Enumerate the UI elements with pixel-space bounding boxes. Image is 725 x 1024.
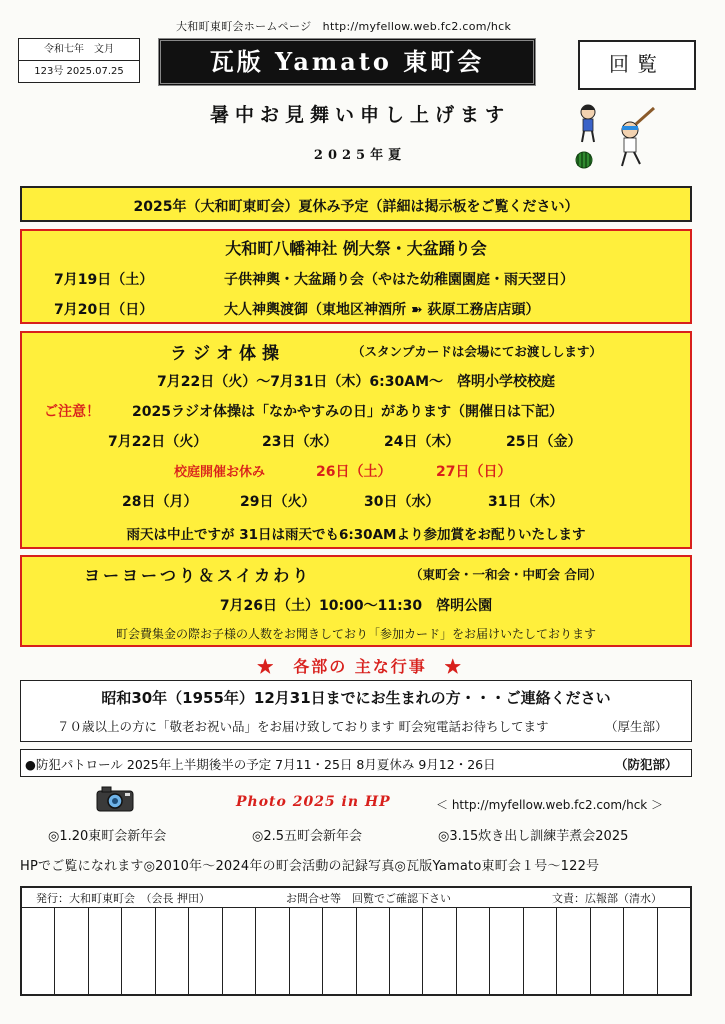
radio-title: ラジオ体操	[170, 344, 285, 364]
yoyo-note: 町会費集金の際お子様の人数をお聞きしており「参加カード」をお届けいたしております	[115, 627, 596, 641]
stamp-cell[interactable]	[189, 907, 222, 994]
radio-day: 30日（水）	[364, 494, 440, 510]
greeting-title: 暑中お見舞い申し上げます	[209, 104, 510, 126]
radio-rain-note: 雨天は中止ですが 31日は雨天でも6:30AMより参加賞をお配りいたします	[126, 527, 586, 543]
newsletter-logo: 瓦版 Yamato 東町会	[158, 38, 536, 86]
season-label: 2025年夏	[313, 148, 407, 163]
watermelon-splitting-illustration-icon	[570, 94, 660, 176]
yoyo-title: ヨーヨーつり＆スイカわり	[84, 566, 312, 585]
stamp-cell[interactable]	[390, 907, 423, 994]
stamp-cell[interactable]	[557, 907, 590, 994]
footer-header	[22, 888, 690, 908]
stamp-cell[interactable]	[323, 907, 356, 994]
radio-day: 23日（水）	[262, 434, 338, 450]
photo-item: ◎3.15炊き出し訓練芋煮会2025	[438, 829, 629, 844]
break-label: 校庭開催お休み	[174, 465, 266, 480]
patrol-dept: （防犯部）	[615, 757, 678, 772]
stamp-cell[interactable]	[423, 907, 456, 994]
patrol-notice-box	[20, 749, 692, 777]
photo-url[interactable]: ＜ http://myfellow.web.fc2.com/hck ＞	[436, 798, 664, 812]
photo-label: Photo 2025 in HP	[236, 794, 391, 810]
stamp-cell[interactable]	[591, 907, 624, 994]
photo-archive: HPでご覧になれます◎2010年〜2024年の町会活動の記録写真◎瓦版Yamato東町会１号〜122号	[20, 859, 600, 874]
festival-box	[20, 229, 692, 324]
stamp-cell[interactable]	[624, 907, 657, 994]
stamp-cell[interactable]	[22, 907, 55, 994]
issue-number: 123号 2025.07.25	[19, 60, 139, 82]
stamp-cell[interactable]	[156, 907, 189, 994]
camera-icon	[96, 786, 134, 812]
yoyo-date: 7月26日（土）10:00〜11:30 啓明公園	[219, 598, 493, 614]
caution-text: 2025ラジオ体操は「なかやすみの日」があります（開催日は下記）	[132, 404, 563, 420]
publisher: 発行：大和町東町会 （会長 押田）	[36, 892, 210, 905]
radio-day: 31日（木）	[488, 494, 564, 510]
radio-day: 7月22日（火）	[108, 434, 208, 450]
kairan-badge: 回覧	[578, 40, 696, 90]
radio-exercise-box	[20, 331, 692, 549]
stamp-cell[interactable]	[658, 907, 690, 994]
stamp-cell[interactable]	[89, 907, 122, 994]
vacation-notice-box	[20, 186, 692, 222]
stamp-cell[interactable]	[357, 907, 390, 994]
festival-detail: 子供神輿・大盆踊り会（やはた幼稚園園庭・雨天翌日）	[224, 272, 574, 288]
stamp-cell[interactable]	[55, 907, 88, 994]
radio-period: 7月22日（火）〜7月31日（木）6:30AM〜 啓明小学校校庭	[156, 374, 556, 390]
stamp-cell[interactable]	[256, 907, 289, 994]
stamp-cell[interactable]	[457, 907, 490, 994]
festival-date: 7月19日（土）	[54, 272, 154, 288]
contact: お問合せ等 回覧でご確認下さい	[286, 892, 451, 905]
stamp-cells	[22, 907, 690, 994]
radio-day: 25日（金）	[506, 434, 582, 450]
events-heading: ★ 各部の 主な行事 ★	[257, 657, 463, 676]
radio-day: 24日（木）	[384, 434, 460, 450]
issue-info-box	[18, 38, 140, 83]
break-day: 27日（日）	[436, 464, 512, 480]
caution-label: ご注意！	[44, 404, 100, 420]
stamp-cell[interactable]	[122, 907, 155, 994]
yoyo-title-note: （東町会・一和会・中町会 合同）	[410, 567, 602, 582]
homepage-line: 大和町東町会ホームページ http://myfellow.web.fc2.com/hck	[176, 20, 512, 33]
patrol-text: ●防犯パトロール 2025年上半期後半の予定 7月11・25日 8月夏休み 9月12・26日	[25, 757, 496, 772]
era-month: 令和七年 文月	[44, 44, 114, 55]
editor: 文責：広報部（清水）	[552, 892, 662, 905]
senior-dept: （厚生部）	[605, 719, 668, 734]
senior-detail: ７０歳以上の方に「敬老お祝い品」をお届け致しております 町会宛電話お待ちしてます	[57, 719, 549, 734]
break-day: 26日（土）	[316, 464, 392, 480]
stamp-cell[interactable]	[490, 907, 523, 994]
stamp-cell[interactable]	[524, 907, 557, 994]
senior-headline: 昭和30年（1955年）12月31日までにお生まれの方・・・ご連絡ください	[101, 689, 611, 707]
yoyo-event-box	[20, 555, 692, 647]
stamp-cell[interactable]	[290, 907, 323, 994]
stamp-cell[interactable]	[223, 907, 256, 994]
festival-date: 7月20日（日）	[54, 302, 154, 318]
festival-title: 大和町八幡神社 例大祭・大盆踊り会	[225, 239, 487, 258]
circulation-grid	[20, 886, 692, 996]
radio-day: 29日（火）	[240, 494, 316, 510]
senior-notice-box	[20, 680, 692, 742]
vacation-notice: 2025年（大和町東町会）夏休み予定（詳細は掲示板をご覧ください）	[133, 199, 579, 215]
radio-day: 28日（月）	[122, 494, 198, 510]
photo-item: ◎2.5五町会新年会	[252, 829, 363, 844]
radio-title-note: （スタンプカードは会場にてお渡しします）	[352, 344, 602, 359]
photo-item: ◎1.20東町会新年会	[48, 829, 167, 844]
festival-detail: 大人神輿渡御（東地区神酒所 ➽ 荻原工務店店頭）	[224, 302, 540, 318]
